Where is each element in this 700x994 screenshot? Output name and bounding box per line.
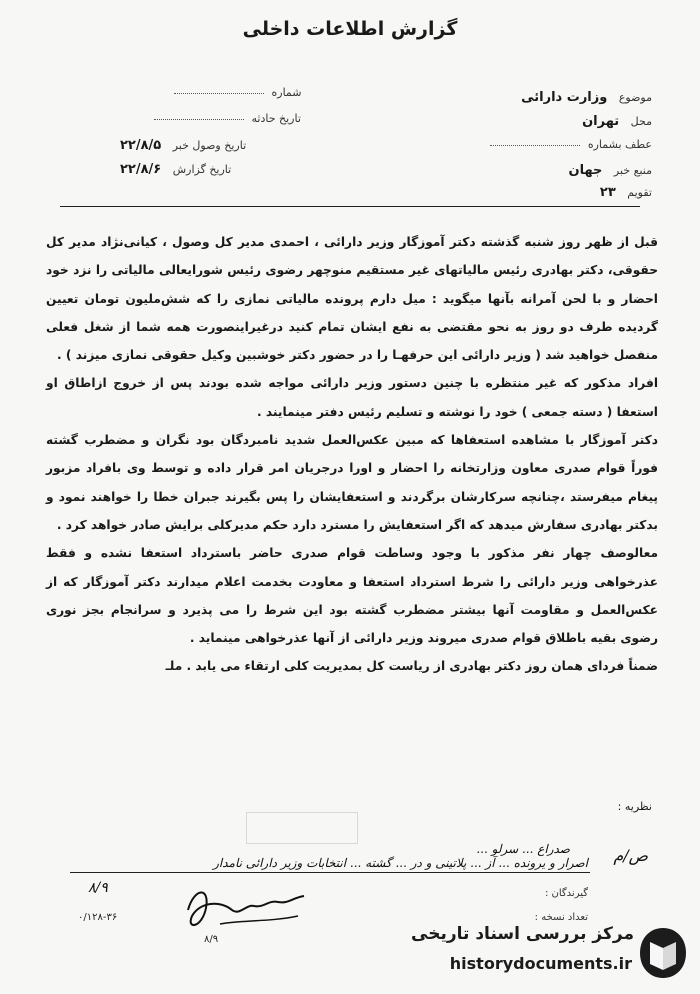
recipients-label: گیرندگان : xyxy=(544,888,588,899)
receipt-date-value: ۲۲/۸/۵ xyxy=(120,138,162,153)
ref-field xyxy=(486,138,652,151)
body-paragraph-3: دکتر آموزگار با مشاهده استعفاها که مبین عکس‌العمل شدید نامبردگان بود نگران و مضطرب گشته فوراً قوام صدری معاون وزارتخانه را احضار و اورا درجریان امر قرار داده و توسط وی بافراد مزبور پیغام میفرستد ،چنانچه سرکارشان برگردند و استعفایشان را پس بگیرند جبران خطا را خواهند نمود و بدکتر بهادری سفارش میدهد که اگر استعفایش را مسترد دارد حکم مدیرکلی برایش صادر خواهد کرد . xyxy=(46,433,658,532)
handwritten-note-main: اصرار و یرونده ... آز ... پلاتینی و در ... گشته ... انتخابات وزیر دارائی نامدار xyxy=(213,856,588,870)
location-field xyxy=(582,114,652,129)
subject-field xyxy=(521,90,652,105)
location-label: محل xyxy=(630,115,652,128)
body-paragraph-5: ضمناً فردای همان روز دکتر بهادری از ریاست کل بمدیریت کلی ارتقاء می یابد . ملـ xyxy=(165,659,658,674)
rating-label: تقویم xyxy=(627,186,652,199)
number-label: شماره xyxy=(271,86,302,99)
rating-field xyxy=(600,185,652,200)
receipt-date-label: تاریخ وصول خبر xyxy=(172,139,247,152)
ref-blank xyxy=(490,144,580,146)
incident-date-field xyxy=(150,112,301,125)
subject-label: موضوع xyxy=(618,91,652,104)
reference-number: ۰/۱۲۸-۳۶ xyxy=(78,912,118,923)
report-date-field xyxy=(120,162,231,177)
location-value: تهران xyxy=(582,114,620,129)
document-title: گزارش اطلاعات داخلی xyxy=(242,18,458,40)
subject-value: وزارت دارائی xyxy=(521,90,608,105)
report-date-value: ۲۲/۸/۶ xyxy=(120,162,162,177)
watermark xyxy=(404,916,694,990)
opinion-label: نظریه : xyxy=(617,800,652,813)
report-body xyxy=(46,228,658,681)
body-paragraph-1: قبل از ظهر روز شنبه گذشته دکتر آموزگار وزیر دارائی ، احمدی مدیر کل وصول ، کیانی‌نژاد مدیر کل حقوقی، دکتر بهادری رئیس مالیاتهای غیر مستقیم منوچهر رضوی رئیس شورایعالی مالیاتی را نزد خود احضار و با لحن آمرانه بآنها میگوید : میل دارم پرونده مالیاتی نمازی را که شش‌ملیون تومان تعیین گردیده طرف دو روز به نحو مقتضی به نفع ایشان تمام کنید درغیراینصورت همه شما از شغل فعلی منفصل خواهید شد ( وزیر دارائی این حرفهـا را در حضور دکتر خوشبین وکیل حقوقی نمازی میزند ) . xyxy=(46,235,658,363)
source-field xyxy=(568,163,652,178)
copies-label: تعداد نسخه : xyxy=(534,912,588,923)
handwritten-signature xyxy=(180,880,310,940)
number-field xyxy=(170,86,302,99)
handwritten-date: ۸/۹ xyxy=(88,880,108,896)
body-paragraph-4: معالوصف چهار نفر مذکور با وجود وساطت قوام صدری حاضر باسترداد استعفا نشده و فقط عذرخواهی وزیر دارائی را شرط استرداد استعفا و معاودت بخدمت اعلام میدارند دکتر آموزگار که از عکس‌العمل و مقاومت آنها بیشتر مضطرب گشته بود این شرط را می پذیرد و سرانجام بجز نوری رضوی بقیه باطلاق قوام صدری میروند وزیر دارائی از آنها عذرخواهی مینماید . xyxy=(46,546,658,646)
report-date-label: تاریخ گزارش xyxy=(172,163,232,176)
number-blank xyxy=(174,92,264,94)
handwritten-initials: ص/م xyxy=(613,846,648,865)
faded-stamp xyxy=(246,812,358,844)
handwritten-note-top: صدراع ... سرلو ... xyxy=(476,842,570,856)
handwritten-underline xyxy=(70,872,590,873)
receipt-date-field xyxy=(120,138,246,153)
incident-date-label: تاریخ حادثه xyxy=(251,112,301,125)
body-paragraph-2: افراد مذکور که غیر منتظره با چنین دستور وزیر دارائی مواجه شده بودند پس از خروج ازاطاق او استعفا ( دسته جمعی ) خود را نوشته و تسلیم رئیس دفتر مینمایند . xyxy=(46,376,658,419)
book-logo-icon xyxy=(636,924,690,982)
rating-value: ۲۳ xyxy=(599,185,616,200)
source-label: منبع خبر xyxy=(613,164,652,177)
watermark-url: historydocuments.ir xyxy=(449,954,632,973)
header-divider xyxy=(60,206,640,207)
watermark-name: مرکز بررسی اسناد تاریخی xyxy=(411,924,634,944)
incident-date-blank xyxy=(154,118,244,120)
source-value: جهان xyxy=(568,163,603,178)
ref-label: عطف بشماره xyxy=(587,138,652,151)
signature-date: ۸/۹ xyxy=(204,934,219,945)
